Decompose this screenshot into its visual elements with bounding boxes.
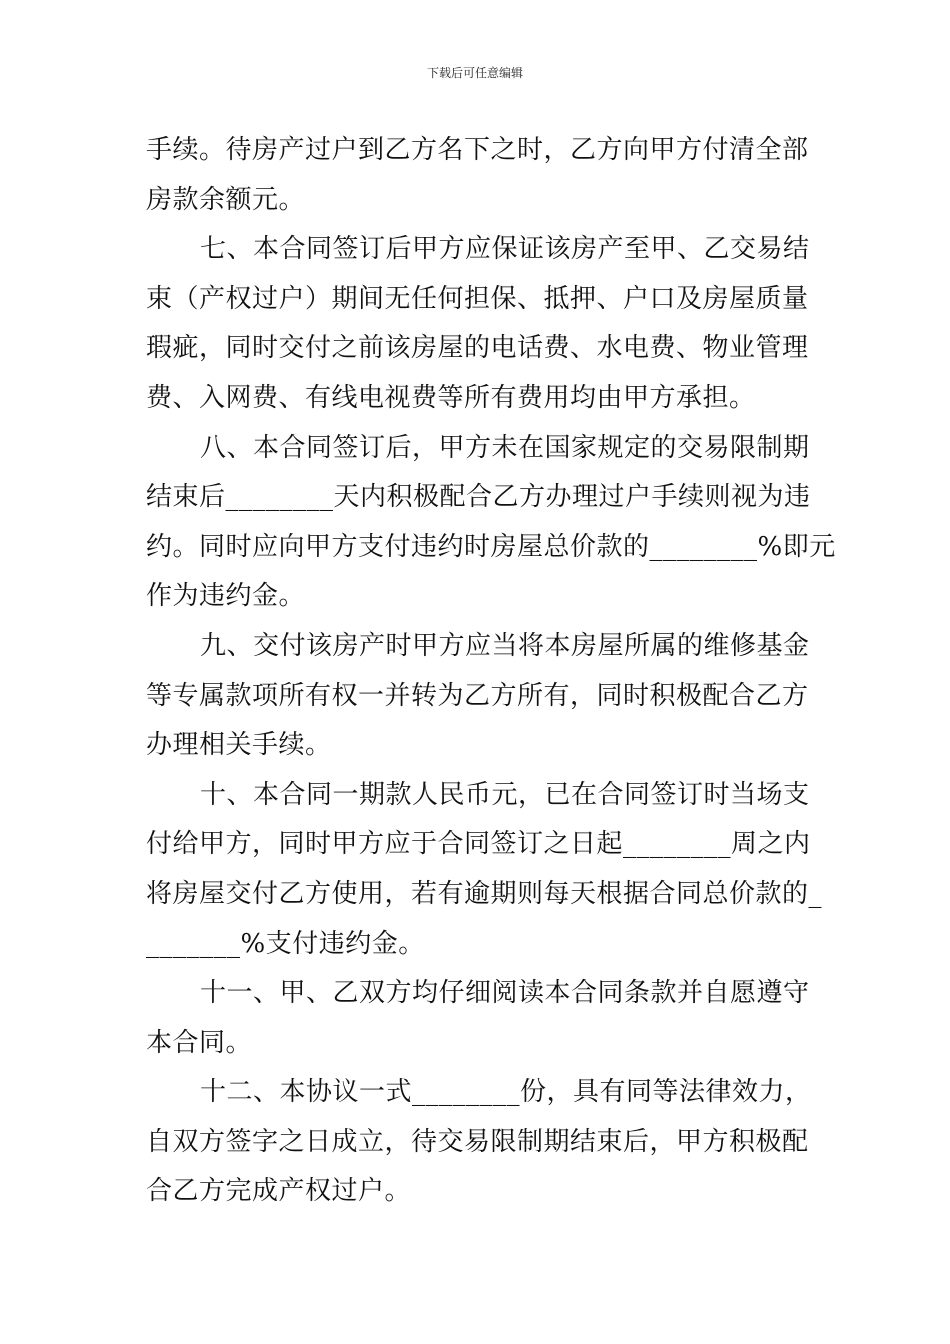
document-body (146, 126, 836, 1217)
page-header: 下载后可任意编辑 (426, 66, 523, 80)
document-line: 办理相关手续。 (146, 730, 332, 761)
document-line: 自双方签字之日成立，待交易限制期结束后，甲方积极配 (146, 1126, 809, 1157)
document-line: 结束后________天内积极配合乙方办理过户手续则视为违 (146, 482, 811, 513)
document-line: 八、本合同签订后，甲方未在国家规定的交易限制期 (200, 432, 810, 463)
document-line: _______%支付违约金。 (146, 928, 425, 959)
document-line: 瑕疵，同时交付之前该房屋的电话费、水电费、物业管理 (146, 333, 809, 364)
document-line: 束（产权过户）期间无任何担保、抵押、户口及房屋质量 (146, 283, 809, 314)
document-line: 作为违约金。 (146, 581, 306, 612)
document-line: 七、本合同签订后甲方应保证该房产至甲、乙交易结 (200, 234, 810, 265)
document-line: 付给甲方，同时甲方应于合同签订之日起________周之内 (146, 829, 811, 860)
document-line: 十二、本协议一式________份，具有同等法律效力， (200, 1077, 812, 1108)
document-line: 手续。待房产过户到乙方名下之时，乙方向甲方付清全部 (146, 135, 809, 165)
document-line: 合乙方完成产权过户。 (146, 1176, 412, 1207)
document-line: 费、入网费、有线电视费等所有费用均由甲方承担。 (146, 382, 756, 413)
document-line: 将房屋交付乙方使用，若有逾期则每天根据合同总价款的_ (146, 878, 823, 909)
document-line: 房款余额元。 (146, 184, 306, 215)
document-line: 九、交付该房产时甲方应当将本房屋所属的维修基金 (200, 630, 810, 661)
document-line: 本合同。 (146, 1027, 253, 1058)
document-line: 约。同时应向甲方支付违约时房屋总价款的________%即元 (146, 531, 836, 562)
document-line: 等专属款项所有权一并转为乙方所有，同时积极配合乙方 (146, 680, 809, 711)
document-line: 十、本合同一期款人民币元，已在合同签订时当场支 (200, 779, 810, 810)
document-line: 十一、甲、乙双方均仔细阅读本合同条款并自愿遵守 (200, 978, 810, 1009)
